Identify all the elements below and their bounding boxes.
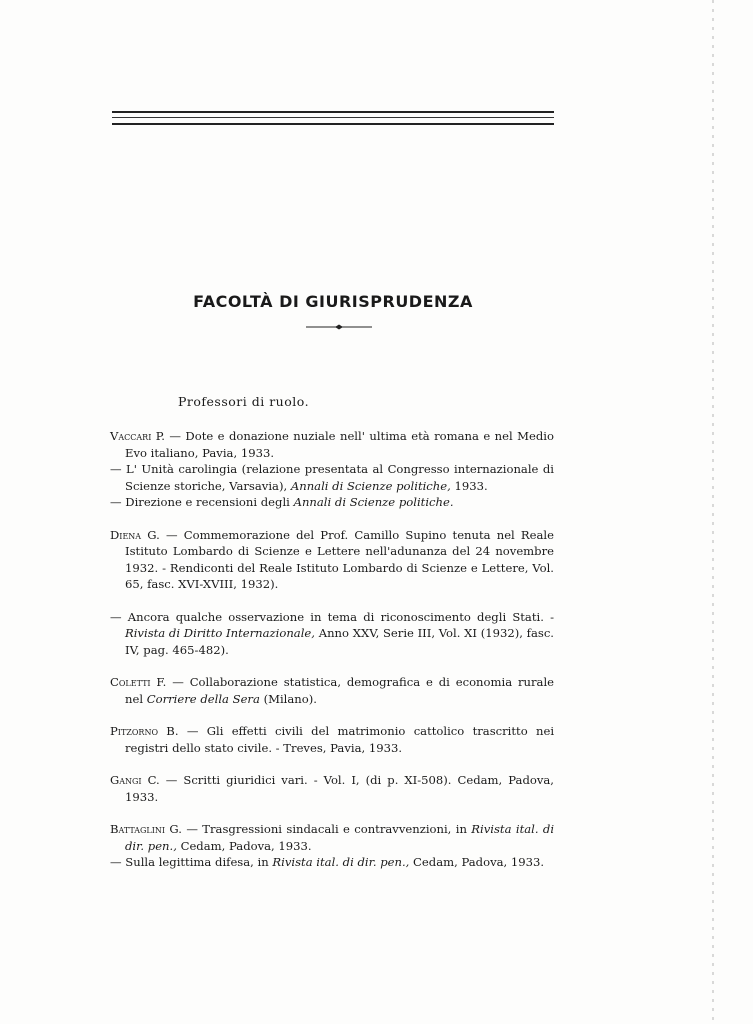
title-ornament [306,324,372,330]
bibliography-entry [110,428,554,461]
spacer [110,756,554,772]
entry-text: — Commemorazione del Prof. Camillo Supino tenuta nel Reale Istituto Lombardo di Scienze e Lettere nell'adunanza del 24 novembre 1932. - Rendiconti del Reale Istituto Lombardo di Scienze e Lettere, Vol. 65, fasc. XVI-XVIII, 1932). [125,527,554,591]
spacer [110,593,554,609]
entry-text: Anno XXV, Serie III, Vol. XI (1932), fasc. IV, pag. 465-482). [125,626,554,657]
bibliography-entry [110,674,554,707]
entry-text: Cedam, Padova, 1933. [176,838,312,853]
entry-text: — Sulla legittima difesa, in [110,855,273,869]
entry-text: — L' Unità carolingia (relazione presentata al Congresso internazionale di Scienze storiche, Varsavia), [110,462,554,493]
spacer [110,511,554,527]
entry-journal: Rivista ital. di dir. pen., [272,855,410,869]
entry-text: — Ancora qualche osservazione in tema di riconoscimento degli Stati. - [110,609,554,624]
spacer [110,805,554,821]
bibliography-entry [110,854,554,871]
scan-edge-marks [712,0,714,1024]
entry-text: — Trasgressioni sindacali e contravvenzioni, in [186,822,472,836]
bibliography-entry [110,821,554,854]
entry-text: — Collaborazione statistica, demografica e di economia rurale nel [125,675,555,706]
spacer [110,658,554,674]
rule-line [112,123,554,125]
entry-text: — Direzione e recensioni degli [110,495,294,509]
entry-text: 1933. [450,478,488,493]
bibliography-list [110,428,554,871]
entry-journal: Rivista ital. di dir. pen., [125,822,555,853]
entry-journal: Annali di Scienze politiche, [290,478,451,493]
entry-journal: Corriere della Sera [146,691,260,706]
entry-text: — Dote e donazione nuziale nell' ultima età romana e nel Medio Evo italiano, Pavia, 1933. [125,429,554,460]
bibliography-entry [110,723,554,756]
entry-journal: Annali di Scienze politiche. [293,495,454,509]
bibliography-entry [110,772,554,805]
section-heading: Professori di ruolo. [178,394,310,409]
bibliography-entry [110,527,554,593]
header-rules [112,111,554,125]
entry-author: Vaccari P. [110,429,165,443]
bibliography-entry [110,494,554,511]
page-title: FACOLTÀ DI GIURISPRUDENZA [193,292,473,311]
rule-line [112,117,554,118]
entry-author: Pitzorno B. [110,724,179,738]
entry-author: Coletti F. [110,675,167,689]
entry-text: — Gli effetti civili del matrimonio cattolico trascritto nei registri dello stato civile. - Treves, Pavia, 1933. [125,724,555,755]
entry-author: Battaglini G. [110,822,182,836]
bibliography-entry [110,609,554,659]
entry-journal: Rivista di Diritto Internazionale, [125,626,315,640]
bibliography-entry [110,461,554,494]
rule-line [112,111,554,113]
entry-author: Diena G. [110,527,160,542]
entry-text: (Milano). [259,691,317,706]
entry-text: — Scritti giuridici vari. - Vol. I, (di p. XI-508). Cedam, Padova, 1933. [125,773,554,804]
spacer [110,707,554,723]
entry-text: Cedam, Padova, 1933. [409,855,545,869]
entry-author: Gangi C. [110,773,160,787]
